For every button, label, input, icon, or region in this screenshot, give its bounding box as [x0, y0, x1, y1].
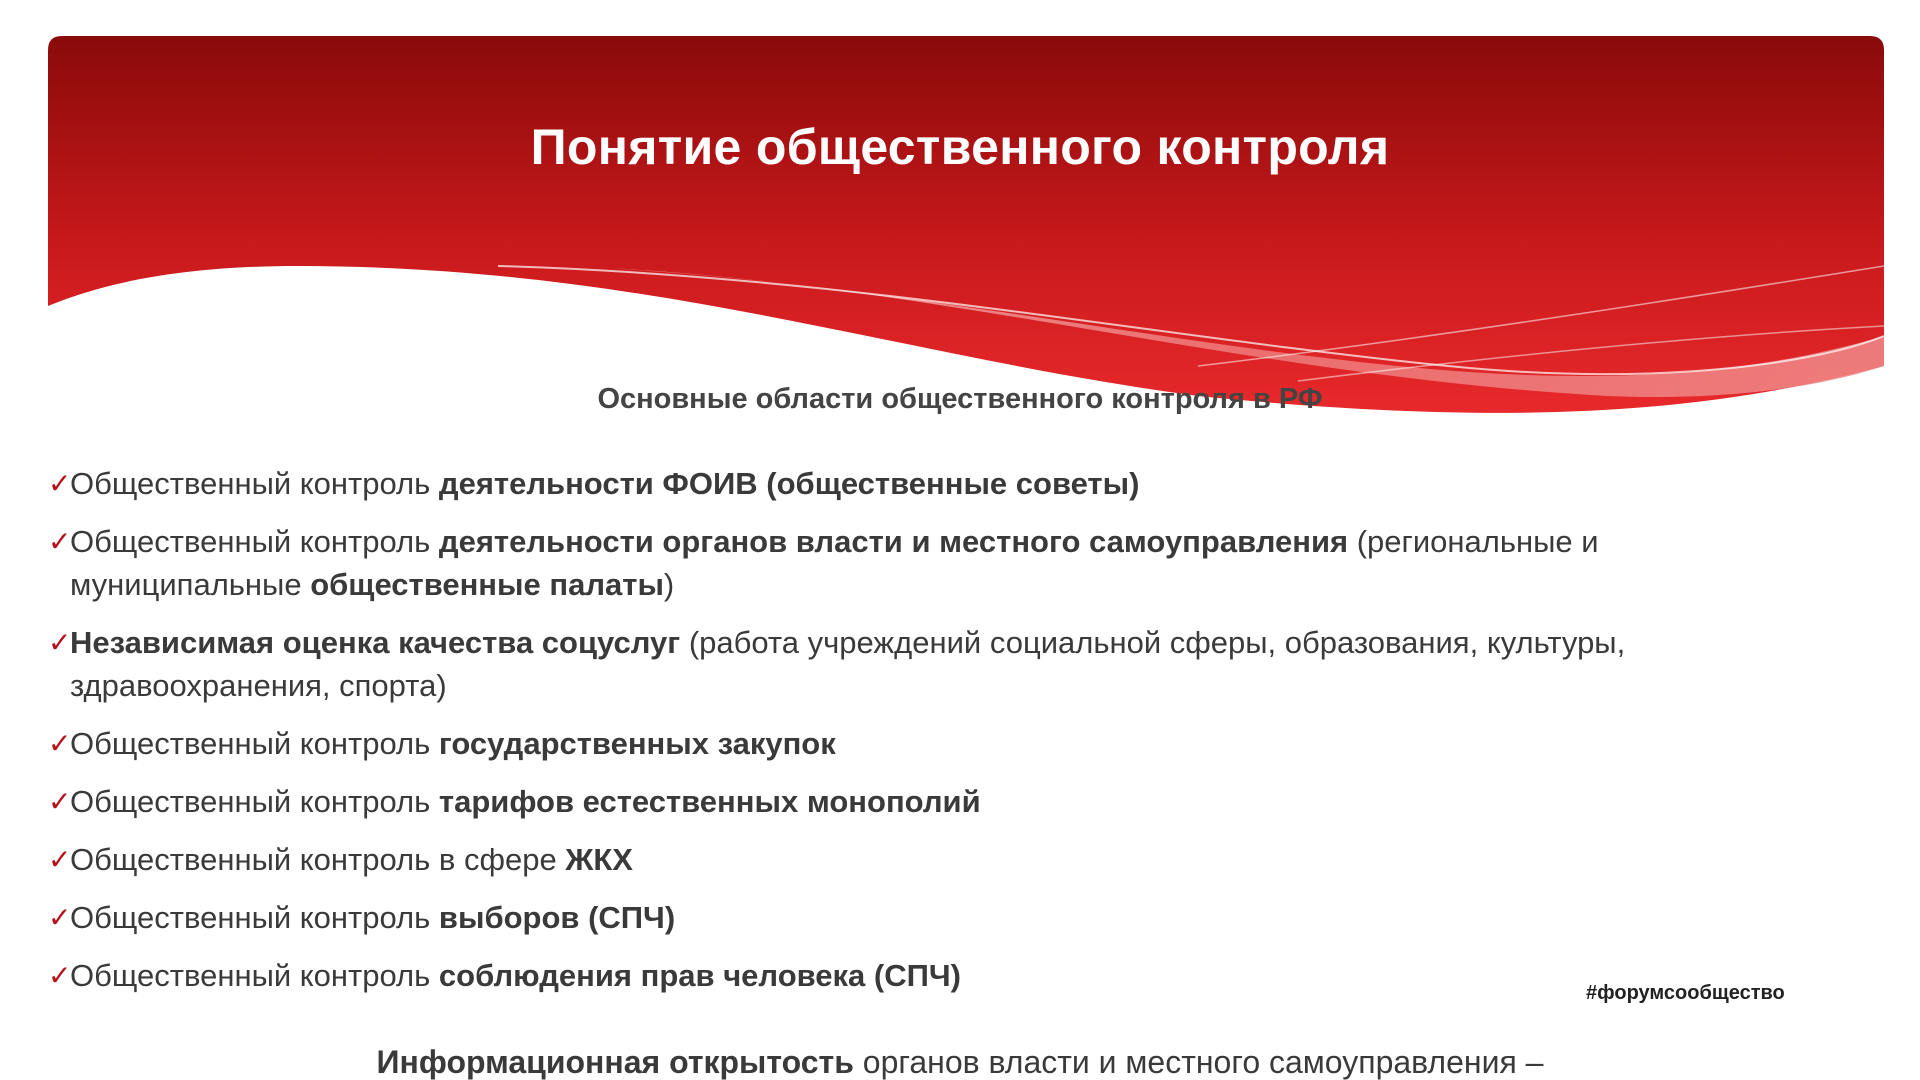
hashtag-label: #форумсообщество — [1586, 982, 1785, 1004]
list-item — [48, 621, 1768, 707]
list-item — [48, 954, 1768, 997]
checkmark-icon: ✓ — [48, 786, 72, 817]
list-item — [48, 838, 1768, 881]
item-bold: соблюдения прав человека (СПЧ) — [438, 958, 962, 993]
item-prefix: Общественный контроль — [70, 466, 439, 501]
list-item — [48, 462, 1768, 505]
item-bold: государственных закупок — [438, 726, 836, 761]
control-areas-list — [48, 462, 1768, 1012]
checkmark-icon: ✓ — [48, 728, 72, 759]
bottom-statement — [0, 1044, 1920, 1080]
list-item — [48, 520, 1768, 606]
checkmark-icon: ✓ — [48, 627, 72, 658]
checkmark-icon: ✓ — [48, 468, 72, 499]
item-prefix: Общественный контроль — [70, 784, 439, 819]
item-bold: тарифов естественных монополий — [438, 784, 981, 819]
list-item — [48, 780, 1768, 823]
checkmark-icon: ✓ — [48, 844, 72, 875]
slide-title: Понятие общественного контроля — [530, 119, 1390, 175]
checkmark-icon: ✓ — [48, 902, 72, 933]
item-suffix: (работа учреждений социальной сферы, образования, культуры, здравоохранения, спорта) — [70, 625, 1626, 703]
item-prefix: Общественный контроль в сфере — [70, 842, 566, 877]
item-suffix: (региональные и муниципальные — [70, 524, 1599, 602]
item-bold: деятельности ФОИВ (общественные советы) — [438, 466, 1140, 501]
item-bold: выборов (СПЧ) — [438, 900, 676, 935]
item-suffix-2: ) — [663, 567, 675, 602]
item-prefix: Общественный контроль — [70, 524, 439, 559]
item-bold: деятельности органов власти и местного самоуправления — [438, 524, 1349, 559]
banner-wave-graphic — [48, 36, 1884, 416]
list-item — [48, 896, 1768, 939]
bottom-bold: Информационная открытость — [376, 1044, 854, 1080]
bottom-text: органов власти и местного самоуправления – — [853, 1044, 1544, 1080]
item-bold: Независимая оценка качества соцуслуг — [70, 625, 681, 660]
item-bold-2: общественные палаты — [310, 567, 664, 602]
checkmark-icon: ✓ — [48, 960, 72, 991]
title-banner — [48, 36, 1884, 416]
section-subtitle: Основные области общественного контроля в РФ — [597, 383, 1323, 415]
checkmark-icon: ✓ — [48, 526, 72, 557]
list-item — [48, 722, 1768, 765]
item-prefix: Общественный контроль — [70, 726, 439, 761]
item-prefix: Общественный контроль — [70, 958, 439, 993]
item-bold: ЖКХ — [565, 842, 633, 877]
item-prefix: Общественный контроль — [70, 900, 439, 935]
